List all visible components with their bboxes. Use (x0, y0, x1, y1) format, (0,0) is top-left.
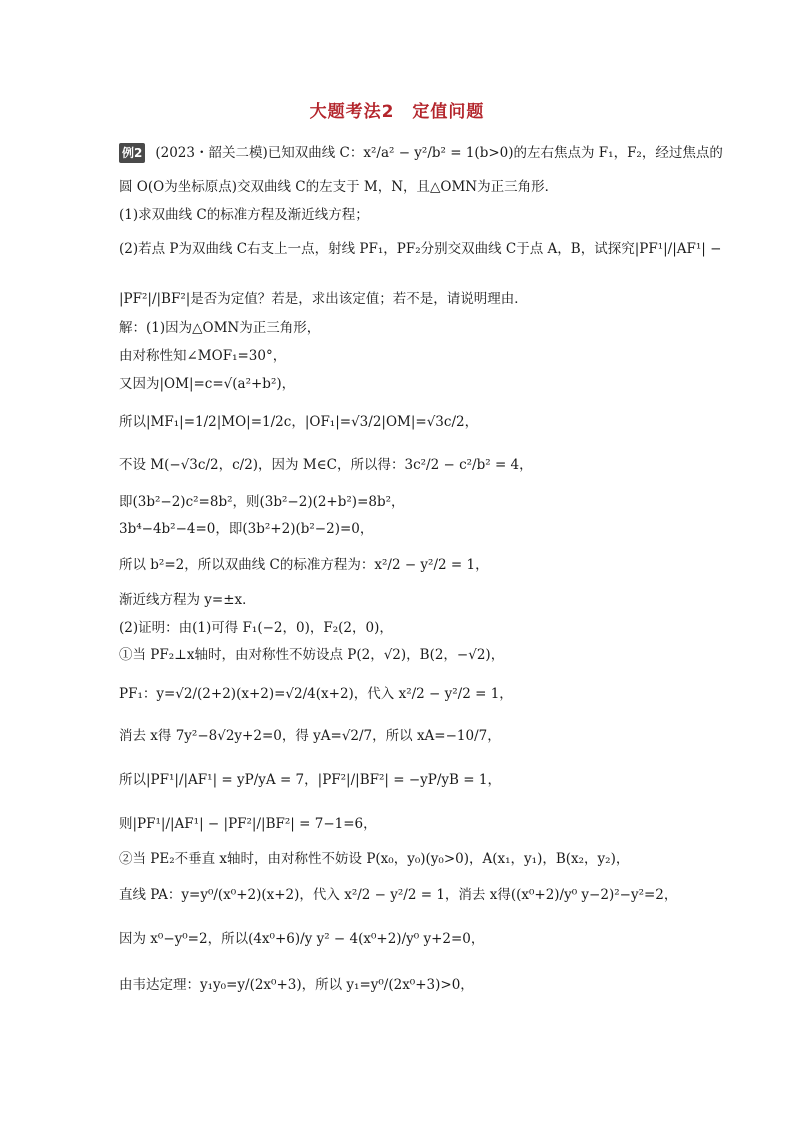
solution-line-6: 即(3b²−2)c²=8b²，则(3b²−2)(2+b²)=8b²， (119, 494, 405, 510)
solution-line-18: 因为 x⁰−y⁰=2，所以(4x⁰+6)/y y² − 4(x⁰+2)/y⁰ y+2=0， (119, 931, 485, 947)
problem-line-5: |PF²|/|BF²|是否为定值？若是，求出该定值；若不是，请说明理由． (119, 291, 528, 307)
solution-line-5: 不设 M(−√3c/2，c/2)，因为 M∈C，所以得：3c²/2 − c²/b² = 4， (119, 457, 533, 473)
solution-line-15: 则|PF¹|/|AF¹| − |PF²|/|BF²| = 7−1=6， (119, 816, 377, 832)
problem-line-4: (2)若点 P为双曲线 C右支上一点，射线 PF₁，PF₂分别交双曲线 C于点 A，B，试探究|PF¹|/|AF¹| − (119, 241, 722, 257)
solution-line-11: ①当 PF₂⊥x轴时，由对称性不妨设点 P(2，√2)，B(2，−√2)， (119, 647, 505, 663)
solution-line-10: (2)证明：由(1)可得 F₁(−2，0)，F₂(2，0)， (119, 620, 393, 636)
problem-line-1 (119, 143, 723, 163)
solution-line-14: 所以|PF¹|/|AF¹| = yP/yA = 7，|PF²|/|BF²| = −yP/yB = 1， (119, 772, 501, 788)
solution-line-19: 由韦达定理：y₁y₀=y/(2x⁰+3)，所以 y₁=y⁰/(2x⁰+3)>0， (119, 977, 474, 993)
solution-line-12: PF₁：y=√2/(2+2)(x+2)=√2/4(x+2)，代入 x²/2 − y²/2 = 1， (119, 686, 513, 702)
solution-line-2: 由对称性知∠MOF₁=30°， (119, 348, 287, 364)
solution-line-17: 直线 PA：y=y⁰/(x⁰+2)(x+2)，代入 x²/2 − y²/2 = 1，消去 x得((x⁰+2)/y⁰ y−2)²−y²=2， (119, 887, 678, 903)
example-badge: 例2 (119, 143, 145, 163)
solution-line-16: ②当 PE₂不垂直 x轴时，由对称性不妨设 P(x₀，y₀)(y₀>0)，A(x₁，y₁)，B(x₂，y₂)， (119, 851, 630, 867)
solution-line-9: 渐近线方程为 y=±x． (119, 592, 256, 608)
problem-text-1: (2023・韶关二模)已知双曲线 C：x²/a² − y²/b² = 1(b>0)的左右焦点为 F₁，F₂，经过焦点的 (155, 145, 723, 161)
solution-line-3: 又因为|OM|=c=√(a²+b²)， (119, 376, 296, 392)
solution-line-4: 所以|MF₁|=1/2|MO|=1/2c，|OF₁|=√3/2|OM|=√3c/2， (119, 414, 479, 430)
solution-line-13: 消去 x得 7y²−8√2y+2=0，得 yA=√2/7，所以 xA=−10/7， (119, 728, 501, 744)
solution-line-8: 所以 b²=2，所以双曲线 C的标准方程为：x²/2 − y²/2 = 1， (119, 557, 489, 573)
solution-line-7: 3b⁴−4b²−4=0，即(3b²+2)(b²−2)=0， (119, 521, 374, 537)
problem-line-2: 圆 O(O为坐标原点)交双曲线 C的左支于 M，N，且△OMN为正三角形． (119, 179, 559, 195)
section-title: 大题考法2 定值问题 (309, 102, 485, 122)
problem-line-3: (1)求双曲线 C的标准方程及渐近线方程； (119, 207, 369, 223)
solution-line-1: 解：(1)因为△OMN为正三角形， (119, 320, 321, 336)
